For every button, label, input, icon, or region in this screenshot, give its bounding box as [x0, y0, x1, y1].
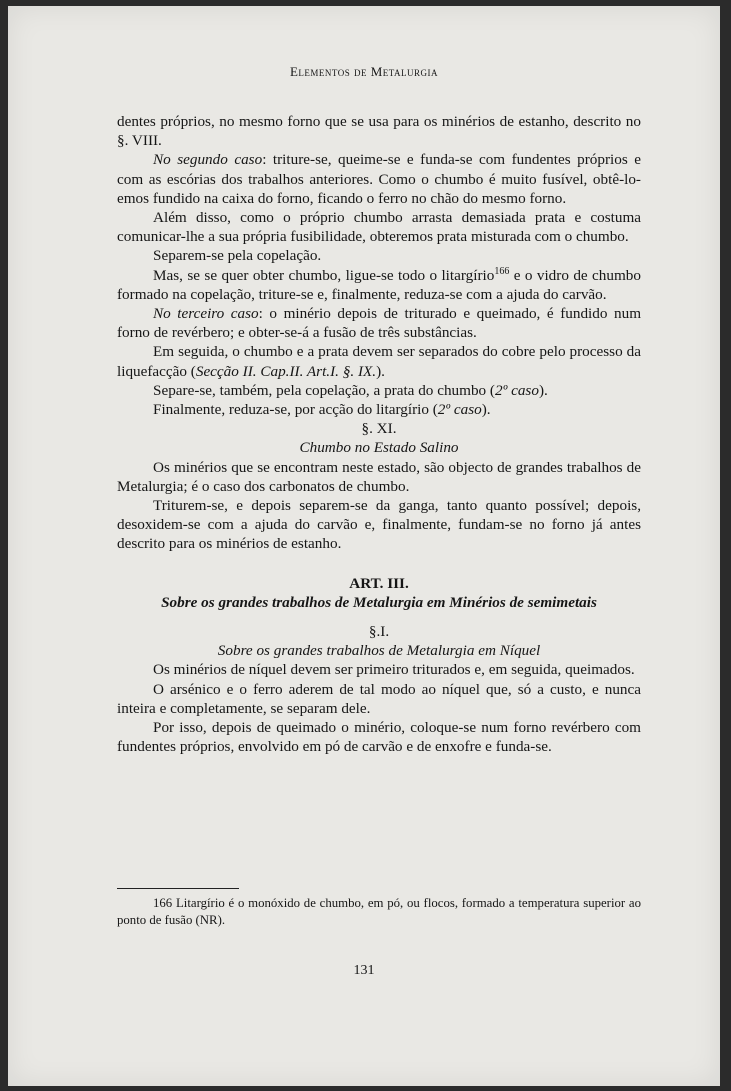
- body-text: [117, 112, 641, 757]
- paragraph-text: Finalmente, reduza-se, por acção do litargírio (: [153, 401, 438, 419]
- paragraph: [117, 381, 641, 400]
- paragraph-text: Em seguida, o chumbo e a prata devem ser separados do cobre pelo processo da liquefacção (: [117, 343, 641, 380]
- paragraph: [117, 342, 641, 380]
- paragraph: Por isso, depois de queimado o minério, coloque-se num forno revérbero com fundentes próprios, envolvido em pó de carvão e de enxofre e funda-se.: [117, 719, 641, 756]
- spacer: [117, 612, 641, 622]
- paragraph-text: : triture-se, queime-se e funda-se com fundentes próprios e com as escórias dos trabalhos anteriores. Como o chumbo é muito fusível, obtê-lo-emos fundido na caixa do forno, ficando o ferro no chão do mesmo forno.: [117, 151, 642, 207]
- paragraph: Além disso, como o próprio chumbo arrasta demasiada prata e costuma comunicar-lhe a sua própria fusibilidade, obteremos prata misturada com o chumbo.: [117, 209, 641, 246]
- paragraph: [117, 304, 641, 342]
- article-title: Sobre os grandes trabalhos de Metalurgia em Minérios de semimetais: [161, 593, 597, 611]
- paragraph: O arsénico e o ferro aderem de tal modo ao níquel que, só a custo, e nunca inteira e completamente, se separam dele.: [117, 680, 641, 717]
- page-number: 131: [353, 963, 375, 978]
- paragraph-text: Separe-se, também, pela copelação, a prata do chumbo (: [153, 381, 495, 399]
- case-label: No segundo caso: [153, 151, 263, 169]
- paragraph-text: ).: [376, 362, 385, 380]
- paragraph: dentes próprios, no mesmo forno que se usa para os minérios de estanho, descrito no §. VIII.: [117, 113, 641, 150]
- paragraph: Triturem-se, e depois separem-se da ganga, tanto quanto possível; depois, desoxidem-se com a ajuda do carvão e, finalmente, fundam-se no forno já antes descrito para os minérios de estanho.: [117, 497, 641, 553]
- footnote-number: 166: [153, 896, 173, 910]
- paragraph-text: Mas, se se quer obter chumbo, ligue-se todo o litargírio: [153, 266, 495, 284]
- book-page: [8, 6, 720, 1086]
- paragraph: Os minérios que se encontram neste estado, são objecto de grandes trabalhos de Metalurgia; é o caso dos carbonatos de chumbo.: [117, 458, 641, 495]
- spacer: [117, 554, 641, 574]
- section-title: Chumbo no Estado Salino: [299, 439, 459, 457]
- cross-reference: 2º caso: [437, 401, 482, 419]
- article-number: ART. III.: [349, 574, 409, 592]
- cross-reference: 2º caso: [495, 381, 539, 399]
- section-title: Sobre os grandes trabalhos de Metalurgia em Níquel: [217, 642, 541, 660]
- paragraph-text: ).: [481, 401, 491, 419]
- running-header: Elementos de Metalurgia: [289, 64, 439, 79]
- cross-reference: Secção II. Cap.II. Art.I. §. IX.: [195, 362, 377, 380]
- paragraph-text: e o vidro de chumbo formado na copelação, triture-se e, finalmente, reduza-se com a ajuda do carvão.: [117, 266, 641, 303]
- paragraph: Os minérios de níquel devem ser primeiro triturados e, em seguida, queimados.: [153, 661, 635, 679]
- section-number: §.I.: [368, 623, 390, 641]
- paragraph: [117, 266, 641, 304]
- section-number: §. XI.: [361, 420, 397, 438]
- paragraph: Separem-se pela copelação.: [153, 247, 322, 265]
- footnote-reference[interactable]: 166: [494, 265, 510, 277]
- footnote: [117, 895, 641, 929]
- case-label: No terceiro caso: [153, 305, 259, 323]
- paragraph-text: : o minério depois de triturado e queimado, é fundido num forno de revérbero; e obter-se-á a fusão de três substâncias.: [117, 305, 642, 342]
- footnote-divider: [117, 888, 239, 889]
- paragraph: [117, 150, 641, 208]
- paragraph-text: ).: [538, 381, 548, 399]
- footnote-text: Litargírio é o monóxido de chumbo, em pó, ou flocos, formado a temperatura superior ao ponto de fusão (NR).: [117, 896, 641, 927]
- paragraph: [117, 400, 641, 419]
